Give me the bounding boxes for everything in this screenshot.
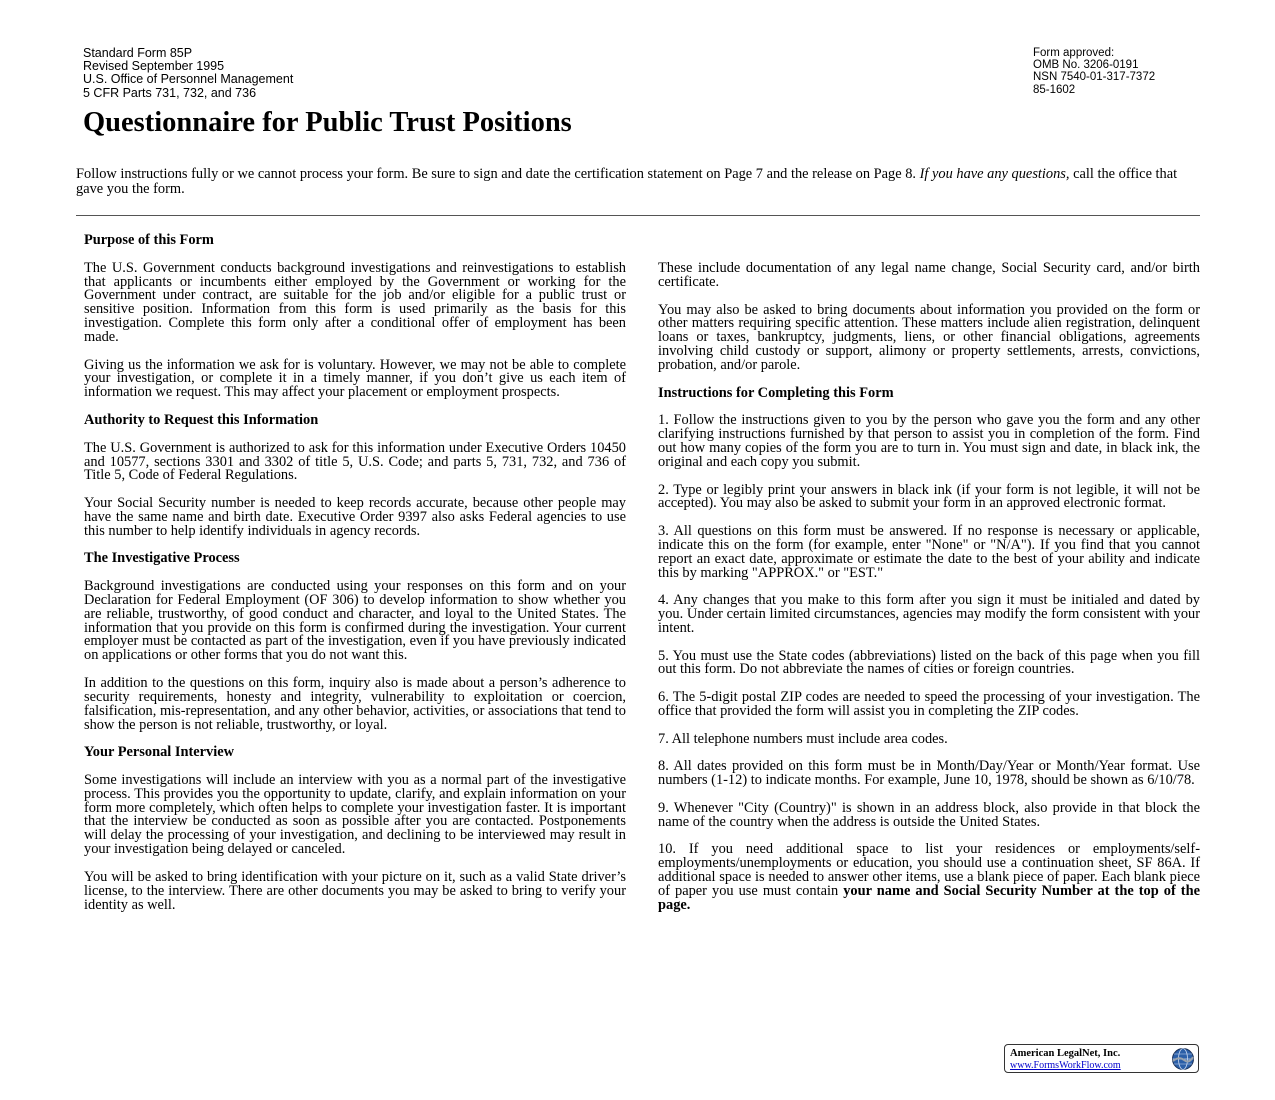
purpose-heading: Purpose of this Form — [84, 232, 214, 248]
issuing-agency: U.S. Office of Personnel Management — [83, 72, 294, 87]
intro-text-after: call the office that gave you the form. — [76, 166, 1178, 198]
intro-italic: If you have any questions, — [919, 166, 1070, 182]
form-code: 85-1602 — [1033, 83, 1076, 96]
publisher-name: American LegalNet, Inc. — [1010, 1048, 1121, 1059]
nsn-number: NSN 7540-01-317-7372 — [1033, 71, 1156, 84]
intro-text: Follow instructions fully or we cannot process your form. Be sure to sign and date the certification statement on Page 7 and the release on Page 8. — [76, 166, 920, 182]
instruction-item-1: 1. Follow the instructions given to you by the person who gave you the form and any other clarifying instructions furnished by that person to assist you in completion of the form. Find out how many copies of the form you are to turn in. You must sign and date, in black ink, the original and each copy you submit. — [658, 412, 1200, 470]
instruction-item-10-text: 10. If you need additional space to list your residences or employments/self-employments/unemployments or education, you should use a continuation sheet, SF 86A. If additional space is needed to answer other items, use a blank piece of paper. Each blank piece of paper you use must contain — [658, 841, 1200, 899]
authority-paragraph-2: Your Social Security number is needed to keep records accurate, because other people may have the same name and birth date. Executive Order 9397 also asks Federal agencies to use this number to help identify individuals in agency records. — [84, 495, 626, 539]
instruction-item-10-bold: your name and Social Security Number at the top of the page. — [658, 882, 1200, 913]
omb-number: OMB No. 3206-0191 — [1033, 59, 1139, 72]
instruction-item-5: 5. You must use the State codes (abbreviations) listed on the back of this page when you fill out this form. Do not abbreviate the names of cities or foreign countries. — [658, 647, 1200, 678]
process-paragraph-2: In addition to the questions on this form, inquiry also is made about a person’s adherence to security requirements, honesty and integrity, vulnerability to exploitation or coercion, falsification, mis-representation, and any other behavior, activities, or associations that tend to show the person is not reliable, trustworthy, or loyal. — [84, 675, 626, 733]
instruction-item-6: 6. The 5-digit postal ZIP codes are needed to speed the processing of your investigation. The office that provided the form will assist you in completing the ZIP codes. — [658, 689, 1200, 719]
process-paragraph-1: Background investigations are conducted using your responses on this form and on your Declaration for Federal Employment (OF 306) to develop information to show whether you are reliable, trustworthy, of good conduct and character, and loyal to the United States. The information that you provide on this form is confirmed during the investigation. Your current employer must be contacted as part of the investigation, even if you have previously indicated on applications or other forms that you do not want this. — [84, 578, 626, 664]
continued-paragraph-2: You may also be asked to bring documents about information you provided on the form or other matters requiring specific attention. These matters include alien registration, delinquent loans or taxes, bankruptcy, judgments, liens, or other financial obligations, agreements involving child custody or support, alimony or property settlements, arrests, convictions, probation, and/or parole. — [658, 301, 1200, 373]
globe-icon — [1171, 1047, 1195, 1071]
instruction-item-9: 9. Whenever "City (Country)" is shown in an address block, also provide in that block the name of the country when the address is outside the United States. — [658, 799, 1200, 830]
authority-paragraph-1: The U.S. Government is authorized to ask for this information under Executive Orders 10450 and 10577, sections 3301 and 3302 of title 5, U.S. Code; and parts 5, 731, 732, and 736 of Title 5, Code of Federal Regulations. — [84, 439, 626, 484]
divider — [76, 215, 1200, 216]
form-header-left — [83, 47, 293, 100]
instruction-item-10 — [658, 843, 1200, 912]
form-number: Standard Form 85P — [83, 46, 193, 60]
intro-paragraph — [76, 167, 1206, 197]
instruction-item-7: 7. All telephone numbers must include area codes. — [658, 730, 948, 747]
purpose-paragraph-1: The U.S. Government conducts background investigations and reinvestigations to establish that applicants or incumbents either employed by the Government or working for the Government under contract, are suitable for the job and/or eligible for a public trust or sensitive position. Information from this form is used primarily as the basis for this investigation. Complete this form only after a conditional offer of employment has been made. — [84, 259, 626, 345]
instruction-item-2: 2. Type or legibly print your answers in black ink (if your form is not legible, it will not be accepted). You may also be asked to submit your form in an approved electronic format. — [658, 481, 1200, 512]
process-heading: The Investigative Process — [84, 550, 240, 567]
interview-paragraph-1: Some investigations will include an interview with you as a normal part of the investigative process. This provides you the opportunity to update, clarify, and explain information on your form more completely, which often helps to complete your investigation faster. It is important that the interview be conducted as soon as possible after you are contacted. Postponements will delay the processing of your investigation, and declining to be interviewed may result in your investigation being delayed or canceled. — [84, 771, 626, 858]
page-title: Questionnaire for Public Trust Positions — [83, 107, 572, 138]
authority-heading: Authority to Request this Information — [84, 411, 319, 428]
instructions-heading: Instructions for Completing this Form — [658, 384, 894, 401]
form-header-right — [1033, 47, 1155, 96]
interview-paragraph-2: You will be asked to bring identification with your picture on it, such as a valid State driver’s license, to the interview. There are other documents you may be asked to bring to verify your identity as well. — [84, 868, 626, 913]
instruction-item-4: 4. Any changes that you make to this form after you sign it must be initialed and dated by you. Under certain limited circumstances, agencies may modify the form consistent with your intent. — [658, 592, 1200, 636]
interview-heading: Your Personal Interview — [84, 744, 235, 761]
left-column — [84, 234, 626, 926]
revision-date: Revised September 1995 — [83, 59, 225, 74]
approval-label: Form approved: — [1033, 47, 1115, 59]
instruction-item-3: 3. All questions on this form must be answered. If no response is necessary or applicable, indicate this on the form (for example, enter "None" or "N/A"). If you find that you cannot report an exact date, approximate or estimate the date to the best of your ability and indicate this by marking "APPROX." or "EST." — [658, 523, 1200, 581]
purpose-paragraph-2: Giving us the information we ask for is voluntary. However, we may not be able to complete your investigation, or complete it in a timely manner, if you don’t give us each item of information we request. This may affect your placement or employment prospects. — [84, 356, 626, 401]
publisher-link[interactable]: www.FormsWorkFlow.com — [1010, 1060, 1121, 1071]
publisher-badge[interactable] — [1004, 1044, 1199, 1073]
right-column — [658, 262, 1200, 927]
continued-paragraph-1: These include documentation of any legal name change, Social Security card, and/or birth certificate. — [658, 260, 1200, 290]
instruction-item-8: 8. All dates provided on this form must be in Month/Day/Year or Month/Year format. Use numbers (1-12) to indicate months. For example, June 10, 1978, should be shown as 6/10/78. — [658, 758, 1200, 789]
cfr-reference: 5 CFR Parts 731, 732, and 736 — [83, 85, 257, 100]
